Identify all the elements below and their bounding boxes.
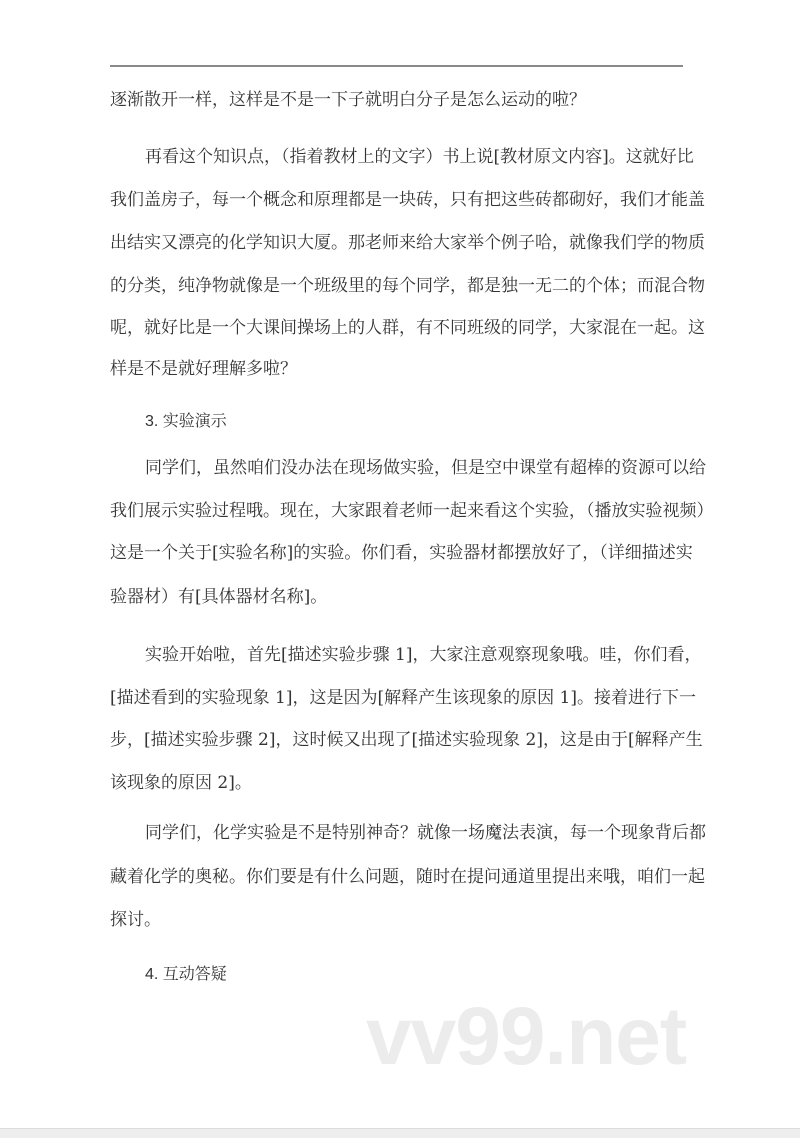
text-line: [描述看到的实验现象 1]，这是因为[解释产生该现象的原因 1]。接着进行下一 bbox=[110, 688, 696, 708]
text-line: 再看这个知识点，（指着教材上的文字）书上说[教材原文内容]。这就好比 bbox=[145, 147, 694, 167]
text-line: 呢，就好比是一个大课间操场上的人群，有不同班级的同学，大家混在一起。这 bbox=[110, 318, 705, 338]
text-line: 实验开始啦，首先[描述实验步骤 1]，大家注意观察现象哦。哇，你们看， bbox=[145, 645, 702, 665]
text-line: 我们展示实验过程哦。现在，大家跟着老师一起来看这个实验，（播放实验视频） bbox=[110, 501, 714, 521]
text-line: 同学们，虽然咱们没办法在现场做实验，但是空中课堂有超棒的资源可以给 bbox=[145, 458, 706, 478]
text-line: 我们盖房子，每一个概念和原理都是一块砖，只有把这些砖都砌好，我们才能盖 bbox=[110, 190, 705, 210]
section-heading-4: 4. 互动答疑 bbox=[145, 966, 227, 983]
watermark: vv99.net bbox=[366, 991, 687, 1082]
text-line: 出结实又漂亮的化学知识大厦。那老师来给大家举个例子哈，就像我们学的物质 bbox=[110, 233, 705, 253]
text-line: 同学们，化学实验是不是特别神奇？就像一场魔法表演，每一个现象背后都 bbox=[145, 823, 706, 843]
text-line: 逐渐散开一样，这样是不是一下子就明白分子是怎么运动的啦？ bbox=[110, 90, 586, 110]
text-line: 这是一个关于[实验名称]的实验。你们看，实验器材都摆放好了，（详细描述实 bbox=[110, 543, 693, 563]
text-line: 的分类，纯净物就像是一个班级里的每个同学，都是独一无二的个体；而混合物 bbox=[110, 276, 705, 296]
text-line: 验器材）有[具体器材名称]。 bbox=[110, 587, 328, 607]
text-line: 探讨。 bbox=[110, 910, 161, 930]
section-heading-3: 3. 实验演示 bbox=[145, 413, 227, 430]
text-line: 该现象的原因 2]。 bbox=[110, 773, 252, 793]
text-line: 藏着化学的奥秘。你们要是有什么问题，随时在提问通道里提出来哦，咱们一起 bbox=[110, 867, 705, 887]
header-rule bbox=[110, 65, 683, 67]
text-line: 步，[描述实验步骤 2]，这时候又出现了[描述实验现象 2]，这是由于[解释产生 bbox=[110, 730, 703, 750]
text-line: 样是不是就好理解多啦？ bbox=[110, 359, 297, 379]
